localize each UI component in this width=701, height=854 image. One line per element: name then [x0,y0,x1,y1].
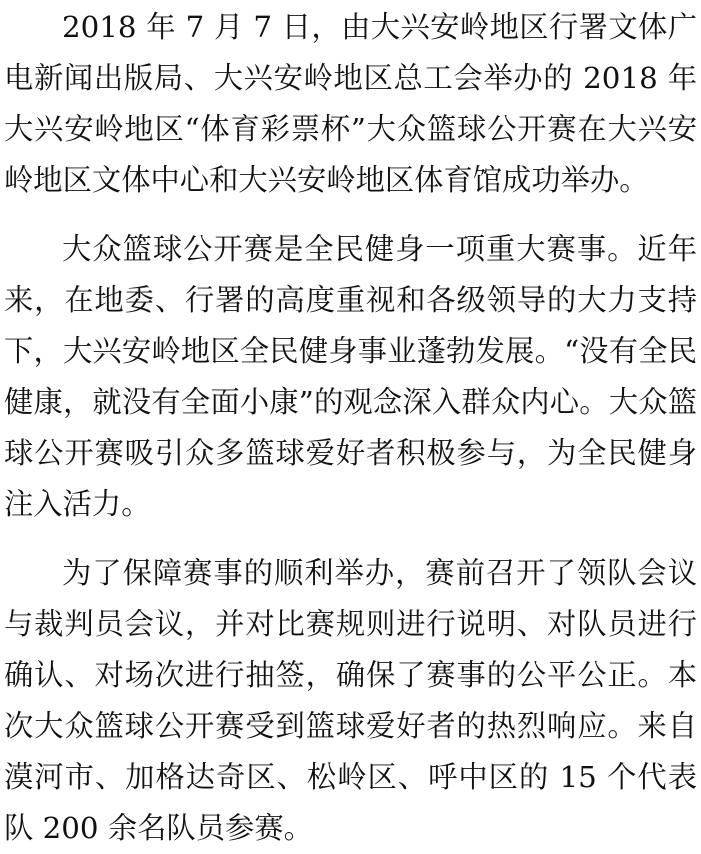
paragraph-2: 大众篮球公开赛是全民健身一项重大赛事。近年来，在地委、行署的高度重视和各级领导的大力支持下，大兴安岭地区全民健身事业蓬勃发展。“没有全民健康，就没有全面小康”的观念深入群众内心。大众篮球公开赛吸引众多篮球爱好者积极参与，为全民健身注入活力。 [4,232,697,521]
paragraph-1: 2018 年 7 月 7 日，由大兴安岭地区行署文体广电新闻出版局、大兴安岭地区总工会举办的 2018 年大兴安岭地区“体育彩票杯”大众篮球公开赛在大兴安岭地区文体中心和大兴安岭地区体育馆成功举办。 [4,10,697,197]
paragraph-3: 为了保障赛事的顺利举办，赛前召开了领队会议与裁判员会议，并对比赛规则进行说明、对队员进行确认、对场次进行抽签，确保了赛事的公平公正。本次大众篮球公开赛受到篮球爱好者的热烈响应。来自漠河市、加格达奇区、松岭区、呼中区的 15 个代表队 200 余名队员参赛。 [4,556,697,845]
